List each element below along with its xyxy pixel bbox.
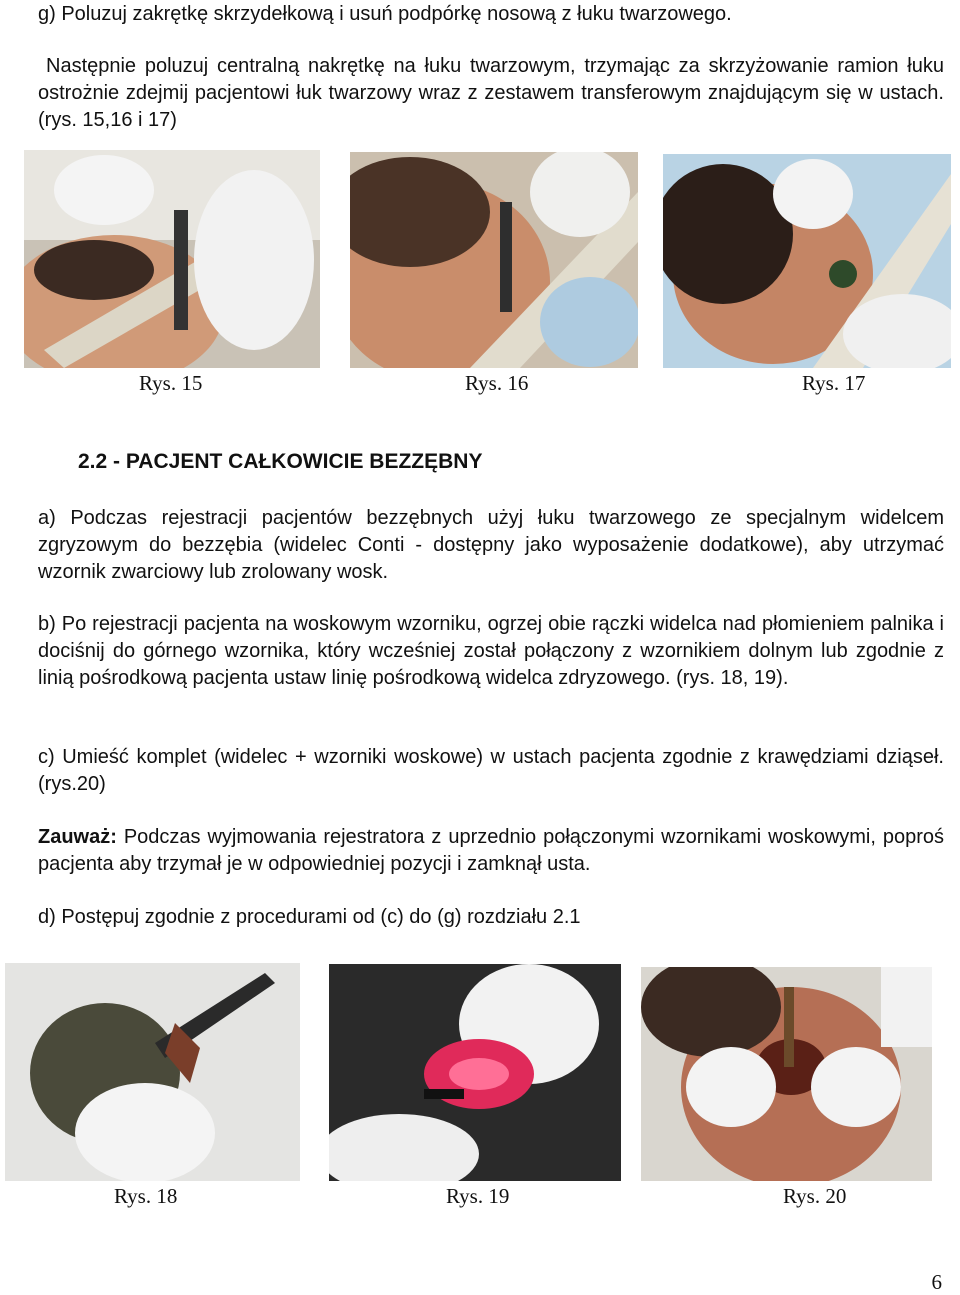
caption-rys-20: Rys. 20	[783, 1184, 847, 1208]
step-a-text: a) Podczas rejestracji pacjentów bezzębnych użyj łuku twarzowego ze specjalnym widelcem zgryzowym do bezzębia (widelec Conti - dostępny jako wyposażenie dodatkowe), aby utrzymać wzornik zwarciowy lub zrolowany wosk.	[38, 507, 944, 583]
caption-rys-17: Rys. 17	[802, 371, 866, 395]
figure-19-photo	[329, 964, 621, 1181]
step-b-text: b) Po rejestracji pacjenta na woskowym wzorniku, ogrzej obie rączki widelca nad płomieniem palnika i dociśnij do górnego wzornika, który wcześniej został połączony z wzornikiem dolnym lub zgodnie z linią pośrodkową pacjenta ustaw linię pośrodkową widelca zdryzowego. (rys. 18, 19).	[38, 613, 944, 689]
step-c-text: c) Umieść komplet (widelec + wzorniki woskowe) w ustach pacjenta zgodnie z krawędziami dziąseł. (rys.20)	[38, 746, 944, 795]
figure-18-photo	[5, 963, 300, 1181]
figure-17-photo	[663, 154, 951, 368]
figure-20-photo	[641, 967, 932, 1181]
caption-rys-16: Rys. 16	[465, 371, 529, 395]
figure-16-photo	[350, 152, 638, 368]
caption-rys-18: Rys. 18	[114, 1184, 178, 1208]
note-label: Zauważ:	[38, 826, 117, 848]
note-paragraph	[38, 824, 944, 878]
section-heading: 2.2 - PACJENT CAŁKOWICIE BEZZĘBNY	[78, 450, 483, 473]
caption-rys-19: Rys. 19	[446, 1184, 510, 1208]
step-g-detail-text: Następnie poluzuj centralną nakrętkę na łuku twarzowym, trzymając za skrzyżowanie ramion łuku ostrożnie zdejmij pacjentowi łuk twarzowy wraz z zestawem transferowym znajdującym się w ustach. (rys. 15,16 i 17)	[38, 55, 944, 131]
step-g-text: g) Poluzuj zakrętkę skrzydełkową i usuń podpórkę nosową z łuku twarzowego.	[38, 3, 732, 25]
page-number: 6	[931, 1270, 942, 1294]
figure-15-photo	[24, 150, 320, 368]
step-d-text: d) Postępuj zgodnie z procedurami od (c) do (g) rozdziału 2.1	[38, 906, 581, 928]
note-text: Podczas wyjmowania rejestratora z uprzednio połączonymi wzornikami woskowymi, poproś pacjenta aby trzymał je w odpowiedniej pozycji i zamknął usta.	[38, 826, 944, 875]
caption-rys-15: Rys. 15	[139, 371, 203, 395]
